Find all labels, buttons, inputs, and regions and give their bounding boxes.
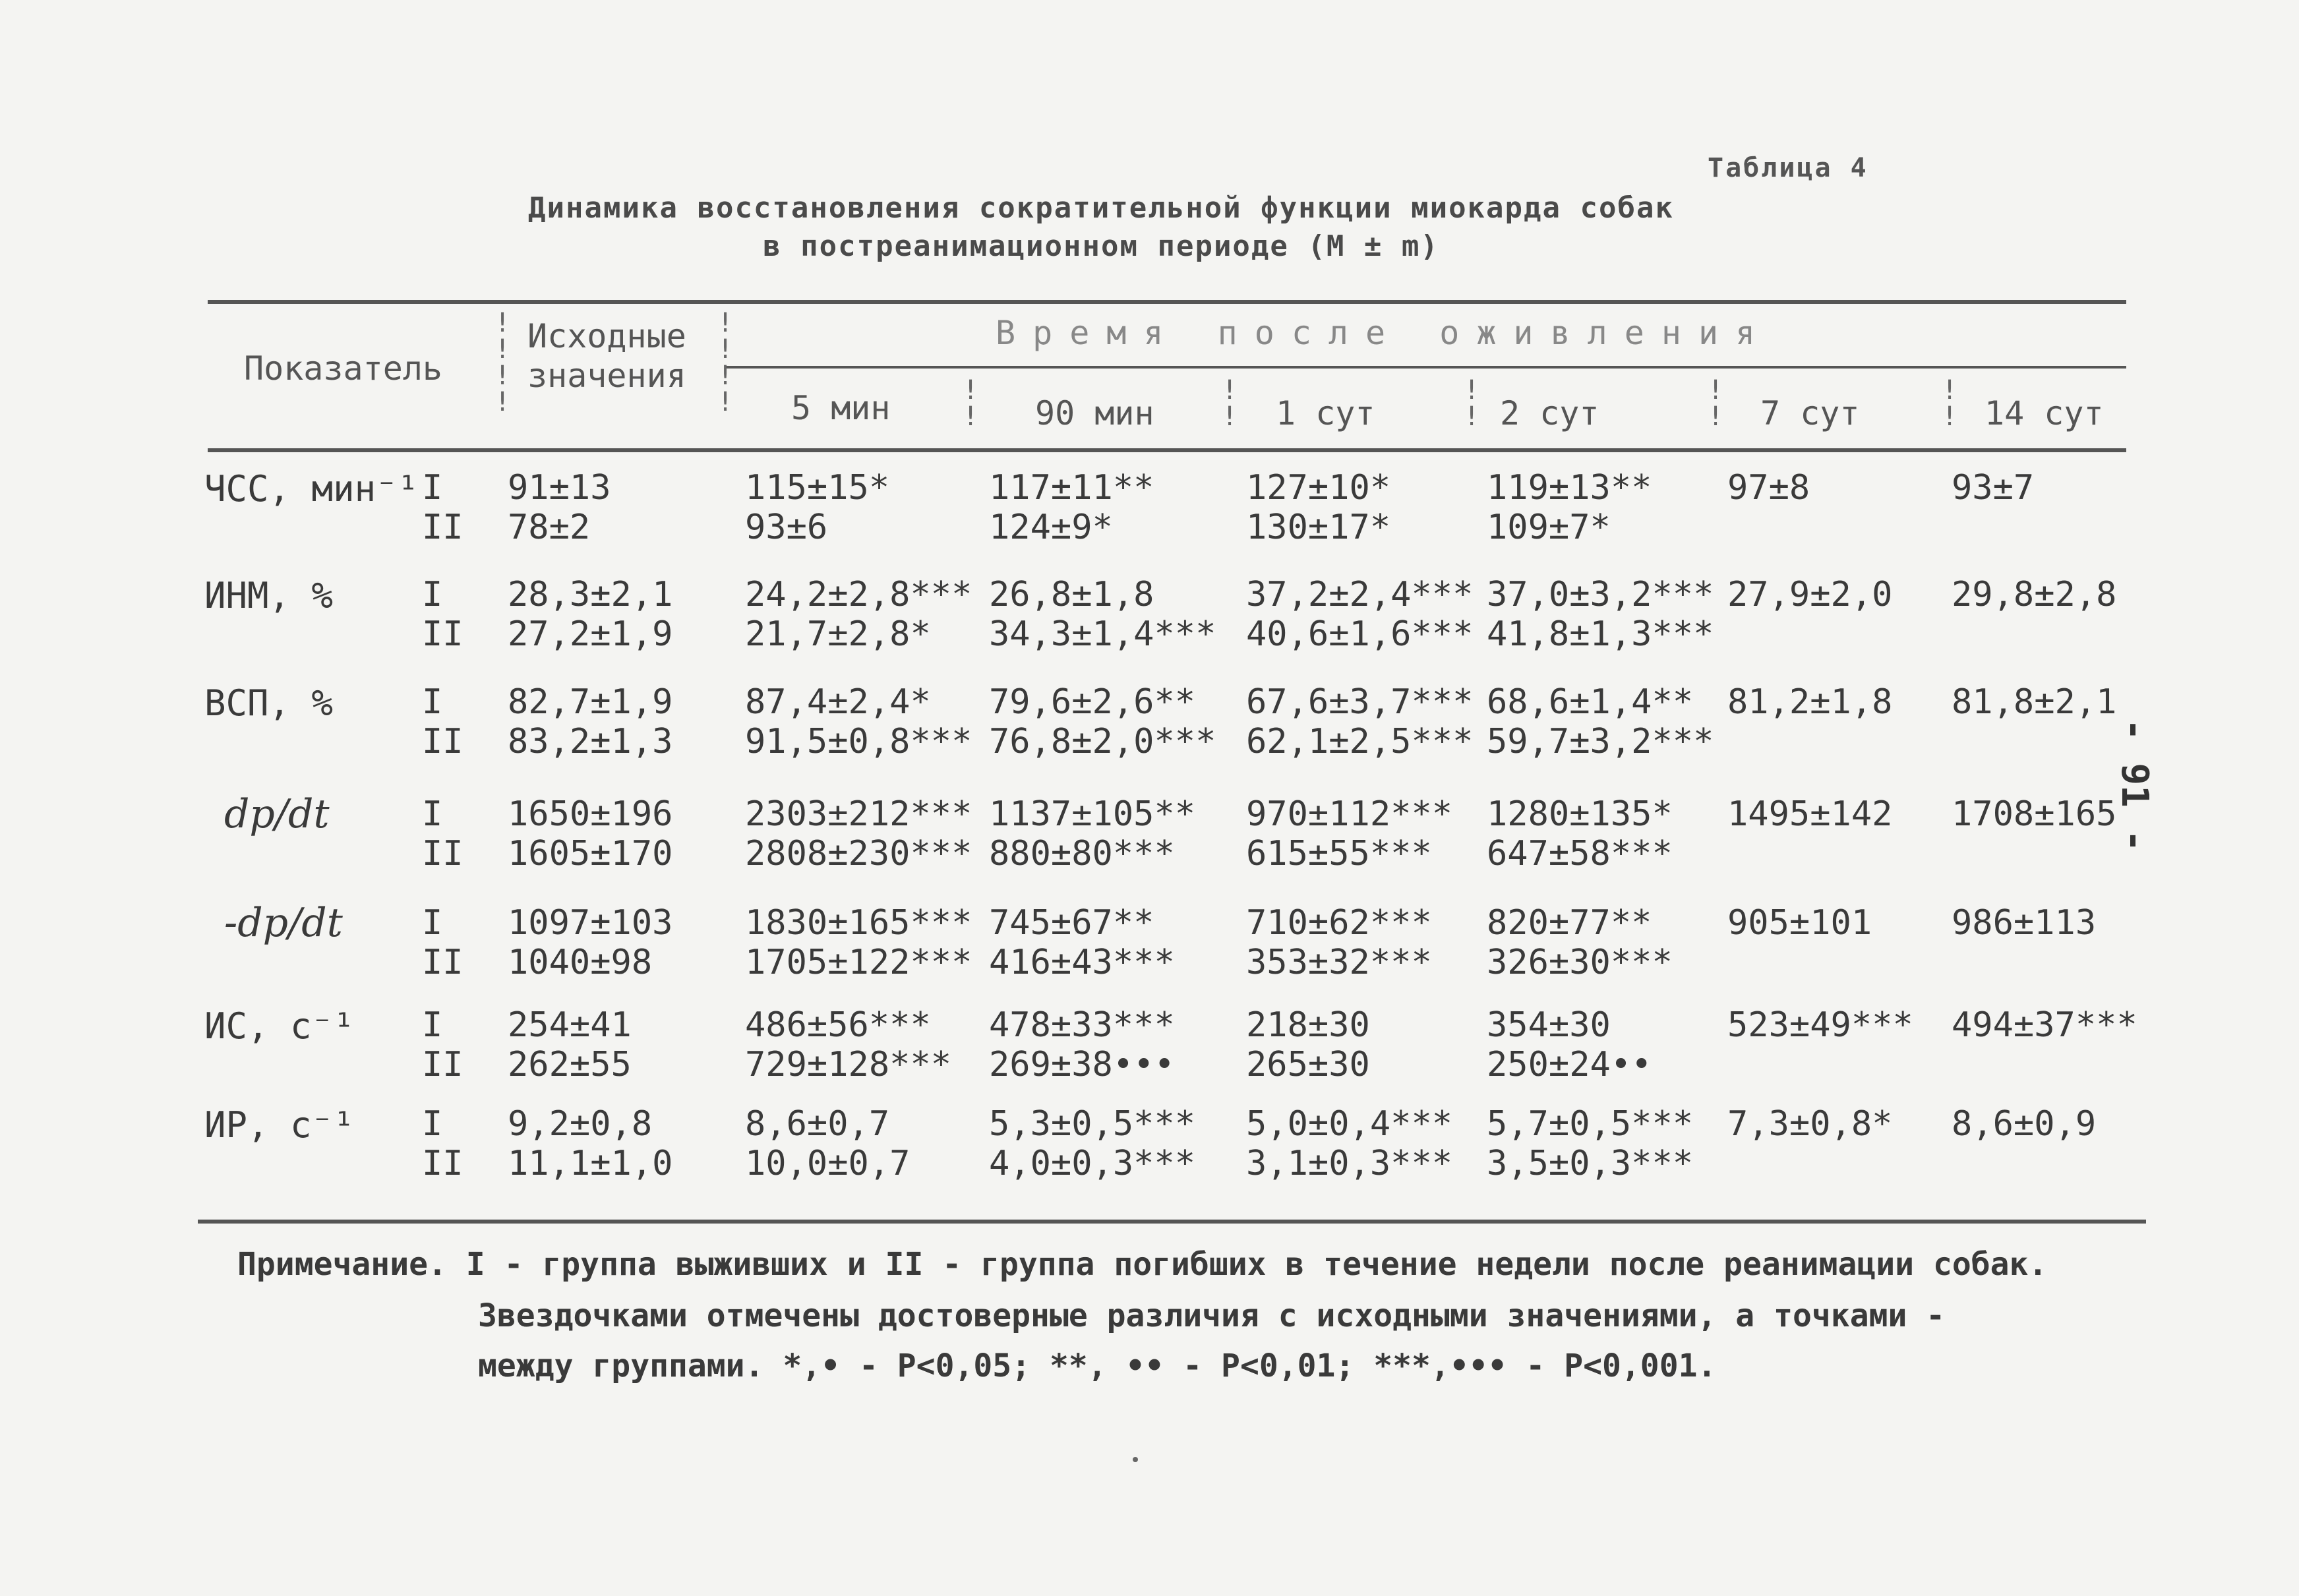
group-label: I: [422, 1005, 443, 1045]
table-cell: 79,6±2,6**: [989, 682, 1196, 722]
group-label: II: [422, 614, 463, 654]
table-cell: 67,6±3,7***: [1246, 682, 1474, 722]
table-cell: 615±55***: [1246, 834, 1432, 873]
table-cell: 115±15*: [745, 468, 890, 508]
table-label: Таблица 4: [1708, 153, 1868, 183]
group-label: I: [422, 794, 443, 834]
table-cell: 326±30***: [1487, 943, 1673, 982]
table-cell: 647±58***: [1487, 834, 1673, 873]
table-cell: 478±33***: [989, 1005, 1175, 1045]
table-cell: 82,7±1,9: [508, 682, 673, 722]
table-cell: 729±128***: [745, 1045, 952, 1084]
header-bottom-rule: [208, 448, 2126, 452]
table-cell: 2808±230***: [745, 834, 972, 873]
paper-speck: [1133, 1457, 1138, 1462]
header-baseline: Исходные значения: [527, 317, 686, 395]
group-label: II: [422, 1144, 463, 1183]
table-cell: 97±8: [1727, 468, 1810, 508]
table-cell: 820±77**: [1487, 903, 1652, 943]
table-cell: 91,5±0,8***: [745, 722, 972, 761]
header-time-90min: 90 мин: [1035, 394, 1154, 432]
table-cell: 262±55: [508, 1045, 632, 1084]
table-cell: 29,8±2,8: [1952, 575, 2117, 614]
table-cell: 8,6±0,9: [1952, 1104, 2097, 1144]
table-cell: 3,1±0,3***: [1246, 1144, 1453, 1183]
header-time-5min: 5 мин: [791, 389, 891, 427]
group-label: II: [422, 1045, 463, 1084]
group-label: II: [422, 722, 463, 761]
table-cell: 68,6±1,4**: [1487, 682, 1694, 722]
table-cell: 265±30: [1246, 1045, 1370, 1084]
table-cell: 10,0±0,7: [745, 1144, 911, 1183]
table-cell: 93±6: [745, 508, 828, 547]
table-cell: 8,6±0,7: [745, 1104, 890, 1144]
group-label: I: [422, 682, 443, 722]
table-cell: 119±13**: [1487, 468, 1652, 508]
header-time-7day: 7 сут: [1760, 394, 1860, 432]
header-time-span: Время после оживления: [996, 314, 1773, 352]
table-cell: 416±43***: [989, 943, 1175, 982]
table-cell: 1137±105**: [989, 794, 1196, 834]
table-cell: 40,6±1,6***: [1246, 614, 1474, 654]
group-label: II: [422, 943, 463, 982]
table-cell: 27,9±2,0: [1727, 575, 1893, 614]
time-span-rule: [725, 366, 2126, 369]
table-cell: 1495±142: [1727, 794, 1893, 834]
table-cell: 269±38•••: [989, 1045, 1175, 1084]
table-cell: 5,7±0,5***: [1487, 1104, 1694, 1144]
table-cell: 905±101: [1727, 903, 1872, 943]
group-label: I: [422, 468, 443, 508]
table-cell: 81,2±1,8: [1727, 682, 1893, 722]
table-cell: 28,3±2,1: [508, 575, 673, 614]
table-cell: 5,3±0,5***: [989, 1104, 1196, 1144]
table-cell: 970±112***: [1246, 794, 1453, 834]
header-divider: ! ! ! !: [717, 308, 734, 417]
table-cell: 59,7±3,2***: [1487, 722, 1714, 761]
page-number: - 91 -: [2113, 719, 2156, 852]
header-time-14day: 14 сут: [1985, 394, 2104, 432]
table-cell: 34,3±1,4***: [989, 614, 1216, 654]
table-cell: 9,2±0,8: [508, 1104, 653, 1144]
table-cell: 62,1±2,5***: [1246, 722, 1474, 761]
table-cell: 354±30: [1487, 1005, 1611, 1045]
table-cell: 124±9*: [989, 508, 1113, 547]
group-label: I: [422, 903, 443, 943]
group-label: I: [422, 1104, 443, 1144]
table-cell: 7,3±0,8*: [1727, 1104, 1893, 1144]
table-cell: 1830±165***: [745, 903, 972, 943]
table-cell: 11,1±1,0: [508, 1144, 673, 1183]
note-line1: Примечание. I - группа выживших и II - группа погибших в течение недели после реанимации собак.: [237, 1246, 2048, 1283]
group-label: II: [422, 508, 463, 547]
table-cell: 83,2±1,3: [508, 722, 673, 761]
table-cell: 1605±170: [508, 834, 673, 873]
table-cell: 250±24••: [1487, 1045, 1652, 1084]
table-title-line1: Динамика восстановления сократительной функции миокарда собак: [528, 191, 1674, 225]
table-cell: 87,4±2,4*: [745, 682, 931, 722]
header-time-1day: 1 сут: [1276, 394, 1375, 432]
row-label: -dp/dt: [224, 900, 343, 946]
table-cell: 27,2±1,9: [508, 614, 673, 654]
note-line2: Звездочками отмечены достоверные различия с исходными значениями, а точками -: [478, 1297, 1946, 1334]
table-cell: 1040±98: [508, 943, 653, 982]
note-line3: между группами. *,• - P<0,05; **, •• - P<0,01; ***,••• - P<0,001.: [478, 1347, 1717, 1384]
header-divider: ! ! ! !: [494, 308, 511, 417]
row-label: ЧСС, мин⁻¹: [204, 468, 419, 510]
table-cell: 41,8±1,3***: [1487, 614, 1714, 654]
row-label: ИС, с⁻¹: [204, 1005, 355, 1047]
table-cell: 353±32***: [1246, 943, 1432, 982]
table-cell: 4,0±0,3***: [989, 1144, 1196, 1183]
table-cell: 117±11**: [989, 468, 1154, 508]
table-cell: 26,8±1,8: [989, 575, 1154, 614]
bottom-rule: [198, 1220, 2146, 1224]
table-cell: 81,8±2,1: [1952, 682, 2117, 722]
row-label: ВСП, %: [204, 682, 334, 724]
table-cell: 5,0±0,4***: [1246, 1104, 1453, 1144]
table-cell: 78±2: [508, 508, 591, 547]
row-label: ИНМ, %: [204, 575, 334, 616]
header-divider: ! !: [1222, 375, 1238, 432]
table-cell: 880±80***: [989, 834, 1175, 873]
top-rule: [208, 300, 2126, 304]
table-cell: 494±37***: [1952, 1005, 2137, 1045]
header-divider: ! !: [1942, 375, 1958, 432]
table-cell: 486±56***: [745, 1005, 931, 1045]
table-cell: 91±13: [508, 468, 611, 508]
table-cell: 3,5±0,3***: [1487, 1144, 1694, 1183]
table-title-line2: в постреанимационном периоде (M ± m): [763, 229, 1439, 263]
header-divider: ! !: [1464, 375, 1480, 432]
group-label: I: [422, 575, 443, 614]
table-cell: 109±7*: [1487, 508, 1611, 547]
table-cell: 37,2±2,4***: [1246, 575, 1474, 614]
header-divider: ! !: [963, 375, 979, 432]
row-label: ИР, с⁻¹: [204, 1104, 355, 1146]
header-time-2day: 2 сут: [1500, 394, 1599, 432]
table-cell: 1708±165: [1952, 794, 2117, 834]
table-cell: 986±113: [1952, 903, 2097, 943]
table-cell: 523±49***: [1727, 1005, 1913, 1045]
table-cell: 127±10*: [1246, 468, 1391, 508]
table-cell: 1097±103: [508, 903, 673, 943]
table-cell: 76,8±2,0***: [989, 722, 1216, 761]
table-cell: 745±67**: [989, 903, 1154, 943]
table-cell: 2303±212***: [745, 794, 972, 834]
table-cell: 254±41: [508, 1005, 632, 1045]
table-cell: 37,0±3,2***: [1487, 575, 1714, 614]
table-cell: 1650±196: [508, 794, 673, 834]
table-cell: 21,7±2,8*: [745, 614, 931, 654]
table-cell: 1280±135*: [1487, 794, 1673, 834]
row-label: dp/dt: [224, 791, 330, 837]
header-indicator: Показатель: [244, 349, 443, 388]
table-cell: 130±17*: [1246, 508, 1391, 547]
table-cell: 24,2±2,8***: [745, 575, 972, 614]
group-label: II: [422, 834, 463, 873]
table-cell: 218±30: [1246, 1005, 1370, 1045]
table-cell: 93±7: [1952, 468, 2035, 508]
table-cell: 710±62***: [1246, 903, 1432, 943]
table-cell: 1705±122***: [745, 943, 972, 982]
header-divider: ! !: [1708, 375, 1724, 432]
